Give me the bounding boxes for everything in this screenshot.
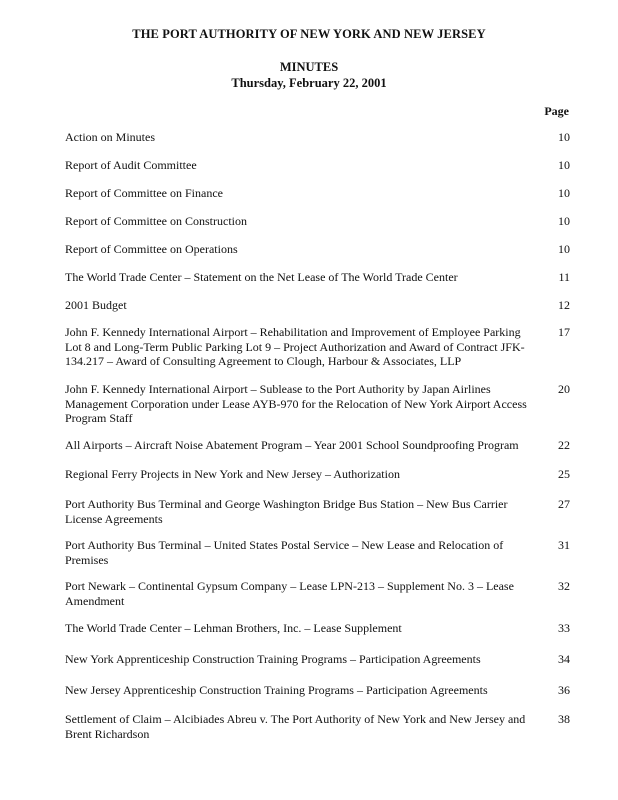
- toc-entry: [65, 325, 570, 369]
- toc-entry-text: All Airports – Aircraft Noise Abatement Program – Year 2001 School Soundproofing Program: [65, 438, 519, 452]
- toc-entry: [65, 538, 570, 567]
- toc-entry-page: 20: [558, 382, 570, 396]
- toc-entry-text: The World Trade Center – Lehman Brothers, Inc. – Lease Supplement: [65, 621, 402, 635]
- toc-entry-page: 10: [558, 242, 570, 256]
- toc-entry-text: New Jersey Apprenticeship Construction Training Programs – Participation Agreements: [65, 683, 488, 697]
- toc-entry-page: 11: [558, 270, 570, 284]
- toc-entry-page: 10: [558, 214, 570, 228]
- toc-entry-text: Port Authority Bus Terminal and George Washington Bridge Bus Station – New Bus Carrier License Agreements: [65, 497, 508, 526]
- toc-entry-page: 12: [558, 298, 570, 312]
- toc-entry-text: John F. Kennedy International Airport – Sublease to the Port Authority by Japan Airlines Management Corporation under Lease AYB-970 for the Relocation of New York Airport Access Program Staff: [65, 382, 527, 425]
- toc-entry-page: 33: [558, 621, 570, 635]
- toc-entry: [65, 579, 570, 608]
- toc-entry-page: 34: [558, 652, 570, 666]
- document-subtitle: MINUTES: [279, 60, 339, 74]
- toc-entry-text: Report of Committee on Construction: [65, 214, 247, 228]
- meeting-date: Thursday, February 22, 2001: [231, 76, 387, 90]
- toc-entry-text: Regional Ferry Projects in New York and New Jersey – Authorization: [65, 467, 400, 481]
- toc-entry: [65, 621, 570, 636]
- toc-entry-page: 36: [558, 683, 570, 697]
- toc-entry-text: John F. Kennedy International Airport – Rehabilitation and Improvement of Employee Parking Lot 8 and Long-Term Public Parking Lot 9 – Project Authorization and Award of Contract JFK-134.217 – Award of Consulting Agreement to Clough, Harbour & Associates, LLP: [65, 325, 525, 368]
- toc-entry-page: 10: [558, 186, 570, 200]
- toc-entry-page: 31: [558, 538, 570, 552]
- toc-entry-page: 22: [558, 438, 570, 452]
- toc-entry: [65, 497, 570, 526]
- toc-entry-text: Port Authority Bus Terminal – United States Postal Service – New Lease and Relocation of Premises: [65, 538, 504, 567]
- toc-entry: [65, 158, 570, 173]
- toc-entry: [65, 438, 570, 453]
- toc-entry-page: 32: [558, 579, 570, 593]
- document-title: THE PORT AUTHORITY OF NEW YORK AND NEW JERSEY: [132, 27, 486, 41]
- toc-entry: [65, 652, 570, 667]
- toc-entry: [65, 130, 570, 145]
- toc-entry: [65, 186, 570, 201]
- toc-entry: [65, 242, 570, 257]
- toc-entry-text: Port Newark – Continental Gypsum Company – Lease LPN-213 – Supplement No. 3 – Lease Amendment: [65, 579, 514, 608]
- toc-entry-text: Settlement of Claim – Alcibiades Abreu v. The Port Authority of New York and New Jersey and Brent Richardson: [65, 712, 526, 741]
- toc-entry: [65, 382, 570, 426]
- toc-entry-page: 25: [558, 467, 570, 481]
- toc-entry-text: Report of Audit Committee: [65, 158, 197, 172]
- toc-entry-page: 38: [558, 712, 570, 726]
- toc-entry: [65, 270, 570, 285]
- page-column-header: Page: [544, 104, 569, 118]
- toc-entry-text: 2001 Budget: [65, 298, 127, 312]
- toc-entry-page: 17: [558, 325, 570, 339]
- toc-entry: [65, 683, 570, 698]
- toc-entry: [65, 467, 570, 482]
- toc-entry: [65, 712, 570, 741]
- toc-entry: [65, 298, 570, 313]
- toc-entry-page: 27: [558, 497, 570, 511]
- toc-entry-text: The World Trade Center – Statement on the Net Lease of The World Trade Center: [65, 270, 458, 284]
- toc-entry: [65, 214, 570, 229]
- toc-entry-text: Report of Committee on Operations: [65, 242, 238, 256]
- toc-entry-page: 10: [558, 130, 570, 144]
- toc-entry-text: Report of Committee on Finance: [65, 186, 223, 200]
- toc-entry-text: Action on Minutes: [65, 130, 155, 144]
- toc-entry-page: 10: [558, 158, 570, 172]
- toc-entry-text: New York Apprenticeship Construction Training Programs – Participation Agreements: [65, 652, 481, 666]
